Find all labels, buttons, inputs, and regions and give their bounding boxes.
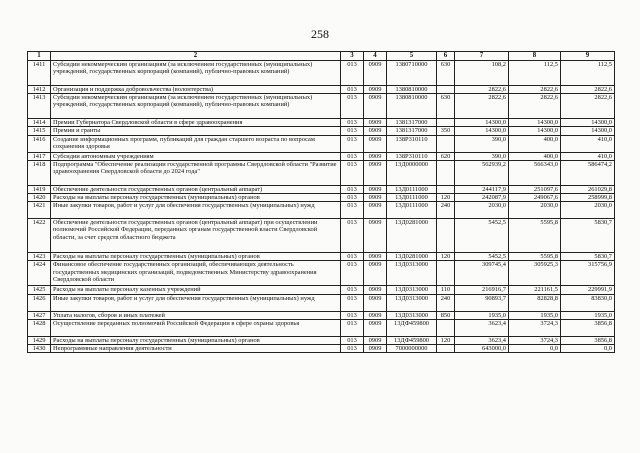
row-value-col9: 83830,0 <box>561 294 615 311</box>
row-name: Уплата налогов, сборов и иных платежей <box>51 311 341 319</box>
row-value-col7: 643000,0 <box>455 345 509 353</box>
row-col3: 013 <box>341 286 364 294</box>
row-number: 1419 <box>28 185 51 193</box>
row-value-col8: 221161,5 <box>509 286 561 294</box>
row-col3: 013 <box>341 160 364 185</box>
row-value-col7: 2822,6 <box>455 86 509 94</box>
row-col5: 13Д0313000 <box>387 311 437 319</box>
row-name: Обеспечение деятельности государственных органов (центральный аппарат) при осуществлении полномочий Российской Федерации, переданных органам государственной власти Свердловской области, за счет средств областного бюджета <box>51 219 341 253</box>
row-value-col8: 112,5 <box>509 61 561 86</box>
row-col3: 013 <box>341 202 364 219</box>
table-row <box>28 202 615 219</box>
row-col4: 0909 <box>364 160 387 185</box>
row-value-col7: 14300,0 <box>455 119 509 127</box>
row-name: Финансовое обеспечение государственных организаций, обеспечивающих деятельность государственных медицинских организаций, подведомственных Министерству здравоохранения Свердловской области <box>51 261 341 286</box>
row-col3: 013 <box>341 194 364 202</box>
row-name: Расходы на выплаты персоналу государственных (муниципальных) органов <box>51 336 341 344</box>
table-row <box>28 94 615 119</box>
row-name: Субсидии некоммерческим организациям (за исключением государственных (муниципальных) учреждений, государственных корпораций (компаний), публично-правовых компаний) <box>51 61 341 86</box>
row-col5: 1381317000 <box>387 119 437 127</box>
row-value-col9: 410,0 <box>561 152 615 160</box>
row-col4: 0909 <box>364 261 387 286</box>
table-row <box>28 185 615 193</box>
table-row <box>28 152 615 160</box>
row-col6: 620 <box>437 152 455 160</box>
row-col5: 13Д0281000 <box>387 219 437 253</box>
row-value-col8: 5595,8 <box>509 219 561 253</box>
row-col6 <box>437 345 455 353</box>
row-col6: 240 <box>437 294 455 311</box>
row-col5: 13Д0313000 <box>387 286 437 294</box>
table-row <box>28 127 615 135</box>
column-header-6: 6 <box>437 52 455 61</box>
row-col3: 013 <box>341 185 364 193</box>
row-name: Расходы на выплаты персоналу государственных (муниципальных) органов <box>51 194 341 202</box>
row-name: Организация и поддержка добровольчества (волонтерства) <box>51 86 341 94</box>
row-value-col8: 2822,6 <box>509 86 561 94</box>
row-col5: 13Д0111000 <box>387 202 437 219</box>
row-col3: 013 <box>341 294 364 311</box>
row-col3: 013 <box>341 253 364 261</box>
row-value-col7: 5452,5 <box>455 219 509 253</box>
row-number: 1411 <box>28 61 51 86</box>
row-col4: 0909 <box>364 311 387 319</box>
row-number: 1414 <box>28 119 51 127</box>
page-number: 258 <box>311 27 329 41</box>
row-col6 <box>437 219 455 253</box>
row-col4: 0909 <box>364 61 387 86</box>
row-col6 <box>437 185 455 193</box>
row-value-col8: 2822,6 <box>509 94 561 119</box>
row-col5: 1380810000 <box>387 94 437 119</box>
header-row <box>28 52 615 61</box>
row-col4: 0909 <box>364 286 387 294</box>
row-value-col7: 108,2 <box>455 61 509 86</box>
row-col6 <box>437 261 455 286</box>
table-row <box>28 294 615 311</box>
row-value-col7: 14300,0 <box>455 127 509 135</box>
row-value-col9: 2822,6 <box>561 94 615 119</box>
row-value-col8: 1935,0 <box>509 311 561 319</box>
row-value-col9: 261029,8 <box>561 185 615 193</box>
row-col5: 13ДФ459800 <box>387 319 437 336</box>
row-col4: 0909 <box>364 86 387 94</box>
row-value-col9: 14300,0 <box>561 119 615 127</box>
row-col4: 0909 <box>364 185 387 193</box>
row-value-col8: 2030,0 <box>509 202 561 219</box>
row-value-col9: 258999,8 <box>561 194 615 202</box>
row-value-col8: 400,0 <box>509 135 561 152</box>
row-value-col8: 305925,3 <box>509 261 561 286</box>
row-col5: 13Д0313000 <box>387 294 437 311</box>
column-header-3: 3 <box>341 52 364 61</box>
row-name: Создание информационных программ, публикаций для граждан старшего возраста по вопросам сохранения здоровья <box>51 135 341 152</box>
row-number: 1428 <box>28 319 51 336</box>
row-value-col9: 586474,2 <box>561 160 615 185</box>
row-col4: 0909 <box>364 294 387 311</box>
table-row <box>28 336 615 344</box>
row-col5: 13Д0000000 <box>387 160 437 185</box>
table-row <box>28 261 615 286</box>
row-value-col8: 566343,0 <box>509 160 561 185</box>
row-col6 <box>437 160 455 185</box>
row-col5: 1380710000 <box>387 61 437 86</box>
row-value-col7: 562939,2 <box>455 160 509 185</box>
row-value-col9: 3856,8 <box>561 319 615 336</box>
row-value-col7: 244117,9 <box>455 185 509 193</box>
row-col6 <box>437 319 455 336</box>
table-row <box>28 345 615 353</box>
row-col6 <box>437 86 455 94</box>
row-number: 1425 <box>28 286 51 294</box>
table-row <box>28 219 615 253</box>
row-col4: 0909 <box>364 135 387 152</box>
row-value-col8: 251097,6 <box>509 185 561 193</box>
row-name: Иные закупки товаров, работ и услуг для обеспечения государственных (муниципальных) нужд <box>51 294 341 311</box>
row-col4: 0909 <box>364 345 387 353</box>
row-value-col9: 1935,0 <box>561 311 615 319</box>
row-col5: 138P310110 <box>387 152 437 160</box>
row-col6: 240 <box>437 202 455 219</box>
row-value-col7: 309745,4 <box>455 261 509 286</box>
row-value-col9: 3856,8 <box>561 336 615 344</box>
row-value-col7: 2030,0 <box>455 202 509 219</box>
row-value-col9: 315756,9 <box>561 261 615 286</box>
row-value-col9: 2822,6 <box>561 86 615 94</box>
row-number: 1423 <box>28 253 51 261</box>
row-col4: 0909 <box>364 94 387 119</box>
row-value-col9: 229991,9 <box>561 286 615 294</box>
table-row <box>28 119 615 127</box>
row-value-col8: 3724,3 <box>509 336 561 344</box>
row-value-col7: 390,0 <box>455 135 509 152</box>
row-col5: 13Д0111000 <box>387 194 437 202</box>
row-name: Премии Губернатора Свердловской области в сфере здравоохранения <box>51 119 341 127</box>
row-number: 1426 <box>28 294 51 311</box>
row-col6: 350 <box>437 127 455 135</box>
row-col6: 110 <box>437 286 455 294</box>
row-col3: 013 <box>341 345 364 353</box>
column-header-7: 7 <box>455 52 509 61</box>
row-name: Субсидии автономным учреждениям <box>51 152 341 160</box>
row-number: 1417 <box>28 152 51 160</box>
row-value-col8: 400,0 <box>509 152 561 160</box>
row-value-col7: 3623,4 <box>455 336 509 344</box>
row-value-col9: 112,5 <box>561 61 615 86</box>
table-row <box>28 160 615 185</box>
row-name: Обеспечение деятельности государственных органов (центральный аппарат) <box>51 185 341 193</box>
row-col5: 1380810000 <box>387 86 437 94</box>
row-value-col8: 82828,8 <box>509 294 561 311</box>
table-body <box>28 61 615 353</box>
row-col3: 013 <box>341 127 364 135</box>
row-col3: 013 <box>341 61 364 86</box>
row-name: Субсидии некоммерческим организациям (за исключением государственных (муниципальных) учреждений, государственных корпораций (компаний), публично-правовых компаний) <box>51 94 341 119</box>
table-row <box>28 61 615 86</box>
row-col6 <box>437 119 455 127</box>
row-value-col7: 3623,4 <box>455 319 509 336</box>
row-number: 1420 <box>28 194 51 202</box>
row-col6 <box>437 135 455 152</box>
row-col5: 13ДФ459800 <box>387 336 437 344</box>
row-col3: 013 <box>341 152 364 160</box>
row-value-col7: 1935,0 <box>455 311 509 319</box>
row-number: 1418 <box>28 160 51 185</box>
row-col3: 013 <box>341 219 364 253</box>
row-col5: 13Д0111000 <box>387 185 437 193</box>
row-col6: 850 <box>437 311 455 319</box>
column-header-9: 9 <box>561 52 615 61</box>
row-value-col9: 0,0 <box>561 345 615 353</box>
row-name: Расходы на выплаты персоналу казенных учреждений <box>51 286 341 294</box>
row-col3: 013 <box>341 135 364 152</box>
row-value-col9: 5830,7 <box>561 253 615 261</box>
row-number: 1427 <box>28 311 51 319</box>
row-name: Подпрограмма "Обеспечение реализации государственной программы Свердловской области "Развитие здравоохранения Свердловской области до 2024 года" <box>51 160 341 185</box>
row-number: 1422 <box>28 219 51 253</box>
row-col6: 120 <box>437 194 455 202</box>
row-col6: 120 <box>437 336 455 344</box>
row-value-col8: 14300,0 <box>509 127 561 135</box>
row-col6: 120 <box>437 253 455 261</box>
row-value-col7: 2822,6 <box>455 94 509 119</box>
column-header-5: 5 <box>387 52 437 61</box>
table-row <box>28 253 615 261</box>
row-number: 1416 <box>28 135 51 152</box>
table-row <box>28 286 615 294</box>
row-number: 1429 <box>28 336 51 344</box>
column-header-4: 4 <box>364 52 387 61</box>
row-col5: 138P310110 <box>387 135 437 152</box>
row-col4: 0909 <box>364 194 387 202</box>
row-name: Непрограммные направления деятельности <box>51 345 341 353</box>
column-header-1: 1 <box>28 52 51 61</box>
row-col3: 013 <box>341 336 364 344</box>
row-col6: 630 <box>437 94 455 119</box>
row-value-col7: 90893,7 <box>455 294 509 311</box>
row-col4: 0909 <box>364 127 387 135</box>
row-col4: 0909 <box>364 336 387 344</box>
row-value-col8: 249067,6 <box>509 194 561 202</box>
column-header-8: 8 <box>509 52 561 61</box>
row-value-col8: 0,0 <box>509 345 561 353</box>
row-name: Иные закупки товаров, работ и услуг для обеспечения государственных (муниципальных) нужд <box>51 202 341 219</box>
budget-table <box>27 51 615 353</box>
row-number: 1415 <box>28 127 51 135</box>
row-number: 1430 <box>28 345 51 353</box>
table-row <box>28 319 615 336</box>
table-row <box>28 311 615 319</box>
row-col5: 1381317000 <box>387 127 437 135</box>
row-value-col7: 216916,7 <box>455 286 509 294</box>
row-name: Премии и гранты <box>51 127 341 135</box>
row-col4: 0909 <box>364 219 387 253</box>
row-col4: 0909 <box>364 319 387 336</box>
row-value-col8: 14300,0 <box>509 119 561 127</box>
row-col5: 13Д0313000 <box>387 261 437 286</box>
row-name: Расходы на выплаты персоналу государственных (муниципальных) органов <box>51 253 341 261</box>
row-col3: 013 <box>341 86 364 94</box>
row-col5: 7000000000 <box>387 345 437 353</box>
row-number: 1413 <box>28 94 51 119</box>
table-row <box>28 194 615 202</box>
row-col3: 013 <box>341 311 364 319</box>
row-col3: 013 <box>341 319 364 336</box>
row-col4: 0909 <box>364 253 387 261</box>
row-col4: 0909 <box>364 152 387 160</box>
row-col3: 013 <box>341 94 364 119</box>
row-value-col9: 2030,0 <box>561 202 615 219</box>
row-value-col7: 390,0 <box>455 152 509 160</box>
row-number: 1421 <box>28 202 51 219</box>
row-value-col9: 410,0 <box>561 135 615 152</box>
row-number: 1412 <box>28 86 51 94</box>
row-name: Осуществление переданных полномочий Российской Федерации в сфере охраны здоровья <box>51 319 341 336</box>
row-col6: 630 <box>437 61 455 86</box>
row-value-col9: 14300,0 <box>561 127 615 135</box>
table-row <box>28 135 615 152</box>
row-col5: 13Д0281000 <box>387 253 437 261</box>
row-col4: 0909 <box>364 202 387 219</box>
row-col3: 013 <box>341 119 364 127</box>
column-header-2: 2 <box>51 52 341 61</box>
row-value-col7: 5452,5 <box>455 253 509 261</box>
row-value-col9: 5830,7 <box>561 219 615 253</box>
row-number: 1424 <box>28 261 51 286</box>
row-value-col8: 3724,3 <box>509 319 561 336</box>
row-col3: 013 <box>341 261 364 286</box>
table-row <box>28 86 615 94</box>
row-col4: 0909 <box>364 119 387 127</box>
row-value-col8: 5595,8 <box>509 253 561 261</box>
row-value-col7: 242087,9 <box>455 194 509 202</box>
